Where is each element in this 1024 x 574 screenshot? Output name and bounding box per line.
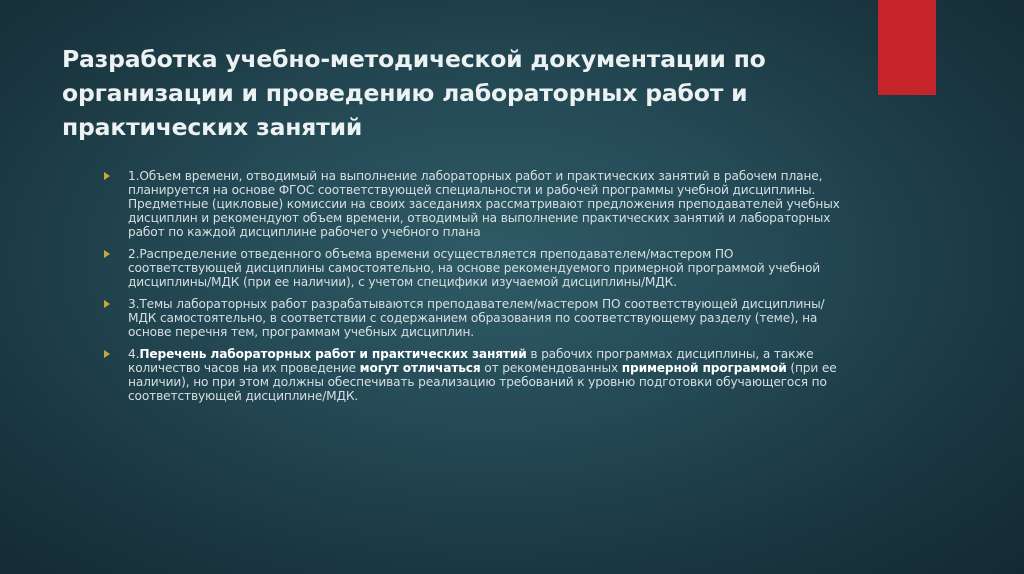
list-item-text: 1.Объем времени, отводимый на выполнение лабораторных работ и практических занятий в рабочем плане, планируется на основе ФГОС соответствующей специальности и рабочей программы учебной дисциплины. Предметные (цикловые) комиссии на своих заседаниях рассматривают предложения преподавателей учебных дисциплин и рекомендуют объем времени, отводимый на выполнение практических занятий и лабораторных работ по каждой дисциплине рабочего учебного плана xyxy=(128,169,840,239)
triangle-bullet-icon xyxy=(104,350,110,358)
list-item-text: 2.Распределение отведенного объема времени осуществляется преподавателем/мастером ПО соответствующей дисциплины самостоятельно, на основе рекомендуемого примерной программой учебной дисциплины/МДК (при ее наличии), с учетом специфики изучаемой дисциплины/МДК. xyxy=(128,247,821,289)
list-item xyxy=(104,169,842,239)
slide-title: Разработка учебно-методической документации по организации и проведению лабораторных работ и практических занятий xyxy=(62,45,766,141)
list-item xyxy=(104,347,842,403)
list-item-text-segment: в рабочих программах дисциплины, а также количество часов на их проведение xyxy=(128,347,814,375)
emphasis-text: Перечень лабораторных работ и практических занятий xyxy=(139,347,527,361)
triangle-bullet-icon xyxy=(104,300,110,308)
emphasis-text: примерной программой xyxy=(621,361,787,375)
triangle-bullet-icon xyxy=(104,172,110,180)
emphasis-text: могут отличаться xyxy=(359,361,481,375)
list-item-text-segment: 4. xyxy=(128,347,140,361)
list-item-text-segment: (при ее наличии), но при этом должны обеспечивать реализацию требований к уровню подготовки обучающегося по соответствующей дисциплине/МДК. xyxy=(128,361,837,403)
list-item-text: 3.Темы лабораторных работ разрабатываются преподавателем/мастером ПО соответствующей дисциплины/МДК самостоятельно, в соответствии с содержанием образования по соответствующему разделу (теме), на основе перечня тем, программам учебных дисциплин. xyxy=(128,297,825,339)
bullet-list xyxy=(104,169,842,411)
accent-bar xyxy=(878,0,936,95)
triangle-bullet-icon xyxy=(104,250,110,258)
list-item xyxy=(104,247,842,289)
list-item-text-segment: от рекомендованных xyxy=(480,361,622,375)
list-item xyxy=(104,297,842,339)
